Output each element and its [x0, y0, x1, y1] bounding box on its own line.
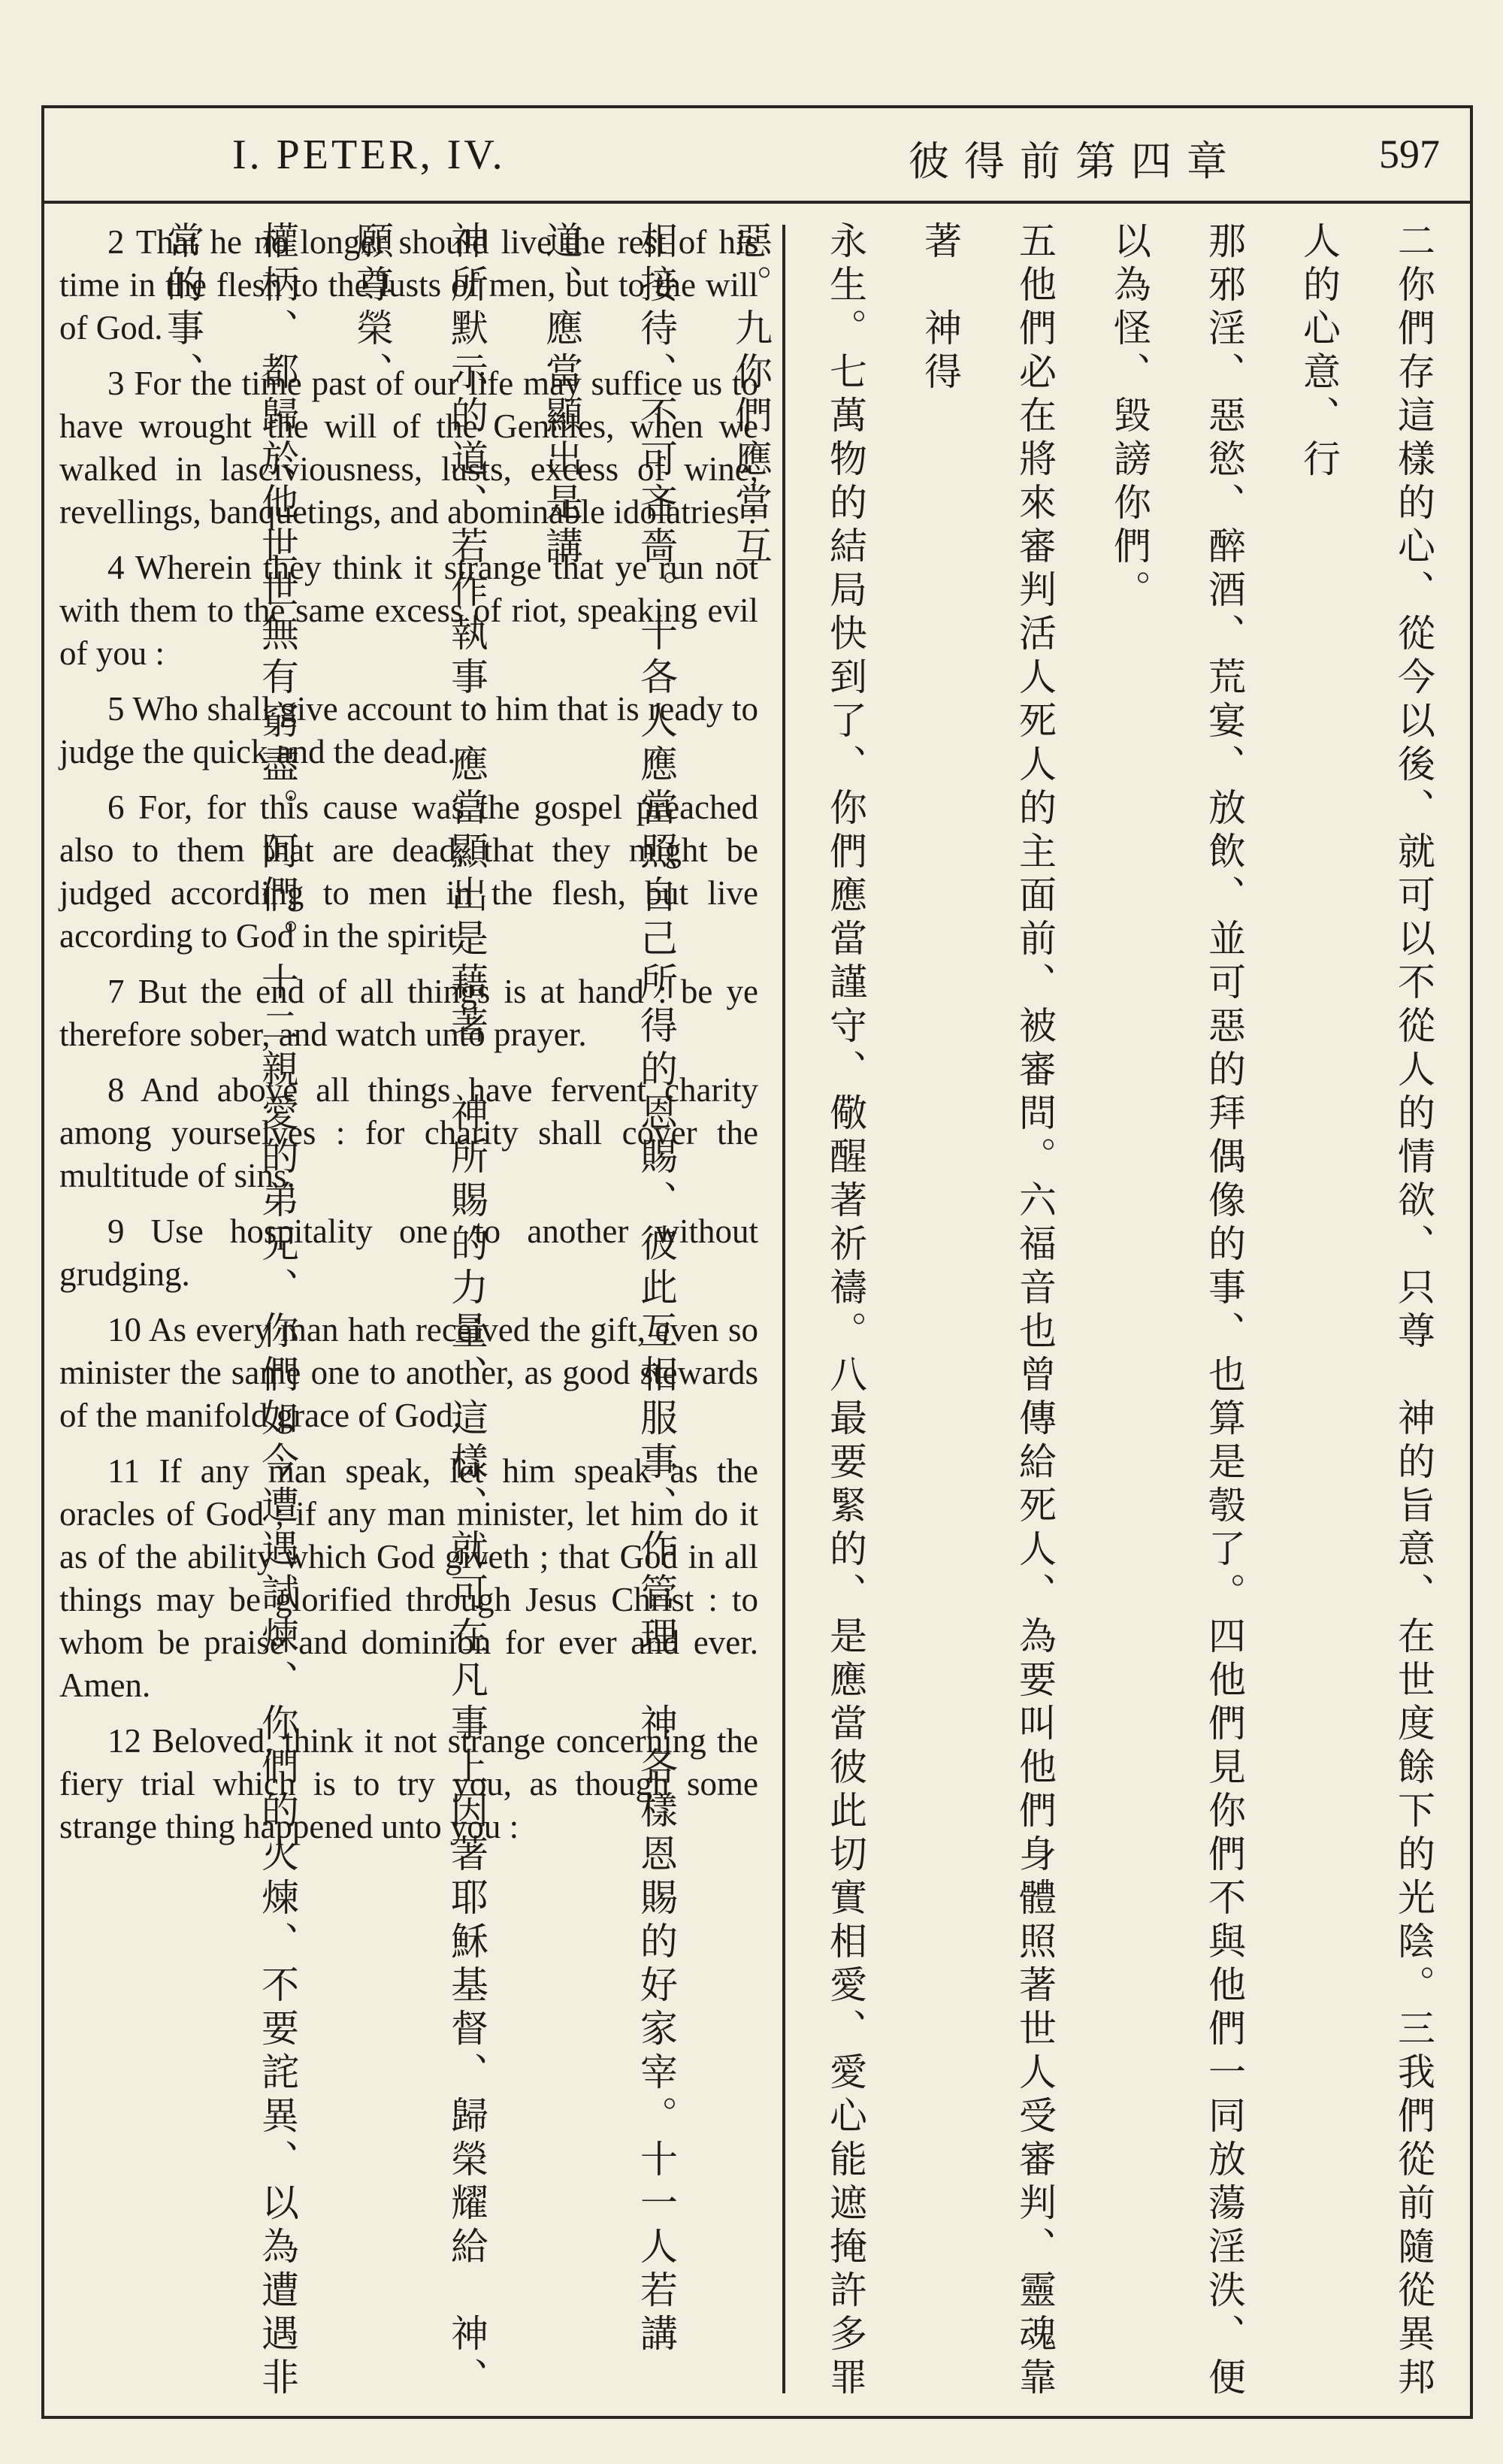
- chinese-column-4: 永生。七萬物的結局快到了、你們應當謹守、儆醒著祈禱。八最要緊的、是應當彼此切實相愛、愛心能遮掩許多罪惡。九你們應當互: [729, 221, 867, 2401]
- verse-6: 6 For, for this cause was the gospel preached also to them that are dead, that they might be judged according to men in the flesh, but live according to God in the spirit.: [59, 789, 758, 955]
- chinese-column-5: 相接待、不可吝嗇。十各人應當照自己所得的恩賜、彼此互相服事、作管理 神各樣恩賜的好家宰。十一人若講道、應當顯出是講: [540, 221, 678, 2357]
- page-header: [44, 108, 1470, 204]
- verse-8: 8 And above all things have fervent charity among yourselves : for charity shall cover the multitude of sins.: [59, 1071, 758, 1194]
- verse-11: 11 If any man speak, let him speak as the oracles of God ; if any man minister, let him do it as of the ability which God giveth ; that God in all things may be glorified through Jesus Christ : to whom be praise and dominion for ever and ever. Amen.: [59, 1452, 758, 1704]
- verse-2: 2 That he no longer should live the rest of his time in the flesh to the lusts of men, but to the will of God.: [59, 223, 758, 347]
- chinese-column-6: 神所默示的道、若作執事、應當顯出是藉著 神所賜的力量、這樣、就可在凡事上因著耶穌基督、歸榮耀給 神、願尊榮、: [350, 221, 488, 2401]
- verse-4: 4 Wherein they think it strange that ye run not with them to the same excess of riot, speaking evil of you :: [59, 549, 758, 672]
- verse-10: 10 As every man hath received the gift, even so minister the same one to another, as good stewards of the manifold grace of God.: [59, 1311, 758, 1434]
- page-frame: [41, 105, 1473, 2419]
- chinese-column-3: 五他們必在將來審判活人死人的主面前、被審問。六福音也曾傳給死人、為要叫他們身體照著世人受審判、靈魂靠著 神得: [918, 221, 1057, 2401]
- chinese-column-1: 二你們存這樣的心、從今以後、就可以不從人的情欲、只尊 神的旨意、在世度餘下的光陰。三我們從前隨從異邦人的心意、行: [1297, 221, 1435, 2401]
- chinese-column-2: 那邪淫、惡慾、醉酒、荒宴、放飲、並可惡的拜偶像的事、也算是彀了。四他們見你們不與他們一同放蕩淫泆、便以為怪、毀謗你們。: [1108, 221, 1246, 2401]
- chinese-column-7: 權柄、都歸於他世世無有窮盡。阿們。十二親愛的弟兄、你們如今遭遇試煉、你們的火煉、不要詫異、以為遭遇非常的事、: [161, 221, 299, 2401]
- verse-9: 9 Use hospitality one to another without grudging.: [59, 1212, 758, 1293]
- verse-7: 7 But the end of all things is at hand : be ye therefore sober, and watch unto prayer.: [59, 973, 758, 1053]
- verse-5: 5 Who shall give account to him that is ready to judge the quick and the dead.: [59, 690, 758, 770]
- book-title: I. PETER, IV.: [232, 132, 506, 178]
- verse-12: 12 Beloved, think it not strange concerning the fiery trial which is to try you, as though some strange thing happened unto you :: [59, 1722, 758, 1845]
- verse-3: 3 For the time past of our life may suffice us to have wrought the will of the Gentiles, when we walked in lasciviousness, lusts, excess of wine, revellings, banquetings, and abominable idolatries :: [59, 365, 758, 531]
- chinese-title: 彼得前第四章: [909, 138, 1242, 185]
- page-number: 597: [1379, 132, 1440, 177]
